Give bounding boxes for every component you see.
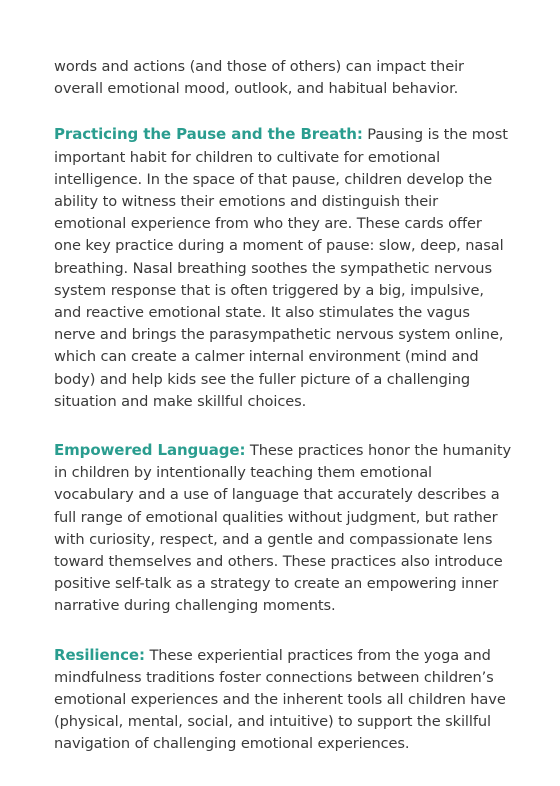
intro-paragraph: words and actions (and those of others) can impact their overall emotional mood, outlook, and habitual behavior. bbox=[54, 58, 464, 98]
document-page bbox=[54, 56, 512, 782]
section-heading-resilience: Resilience: bbox=[54, 645, 145, 664]
section-heading-pause-breath: Practicing the Pause and the Breath: bbox=[54, 125, 363, 144]
section-body-empowered-language: These practices honor the humanity in children by intentionally teaching them emotional vocabulary and a use of language that accurately describes a full range of emotional qualities without judgment, but rather with curiosity, respect, and a gentle and compassionate lens toward themselves and others. These practices also introduce positive self-talk as a strategy to create an empowering inner narrative during challenging moments. bbox=[54, 442, 512, 615]
section-body-pause-breath: Pausing is the most important habit for children to cultivate for emotional intelligence. In the space of that pause, children develop the ability to witness their emotions and distinguish their emotional experience from who they are. These cards offer one key practice during a moment of pause: slow, deep, nasal breathing. Nasal breathing soothes the sympathetic nervous system response that is often triggered by a big, impulsive, and reactive emotional state. It also stimulates the vagus nerve and brings the parasympathetic nervous system online, which can create a calmer internal environment (mind and body) and help kids see the fuller picture of a challenging situation and make skillful choices. bbox=[54, 126, 508, 410]
section-pause-breath bbox=[54, 123, 512, 413]
section-resilience bbox=[54, 644, 512, 756]
section-heading-empowered-language: Empowered Language: bbox=[54, 441, 246, 460]
section-body-resilience: These experiential practices from the yoga and mindfulness traditions foster connections between children’s emotional experiences and the inherent tools all children have (physical, mental, social, and intuitive) to support the skillful navigation of challenging emotional experiences. bbox=[54, 646, 506, 753]
section-empowered-language bbox=[54, 439, 512, 618]
